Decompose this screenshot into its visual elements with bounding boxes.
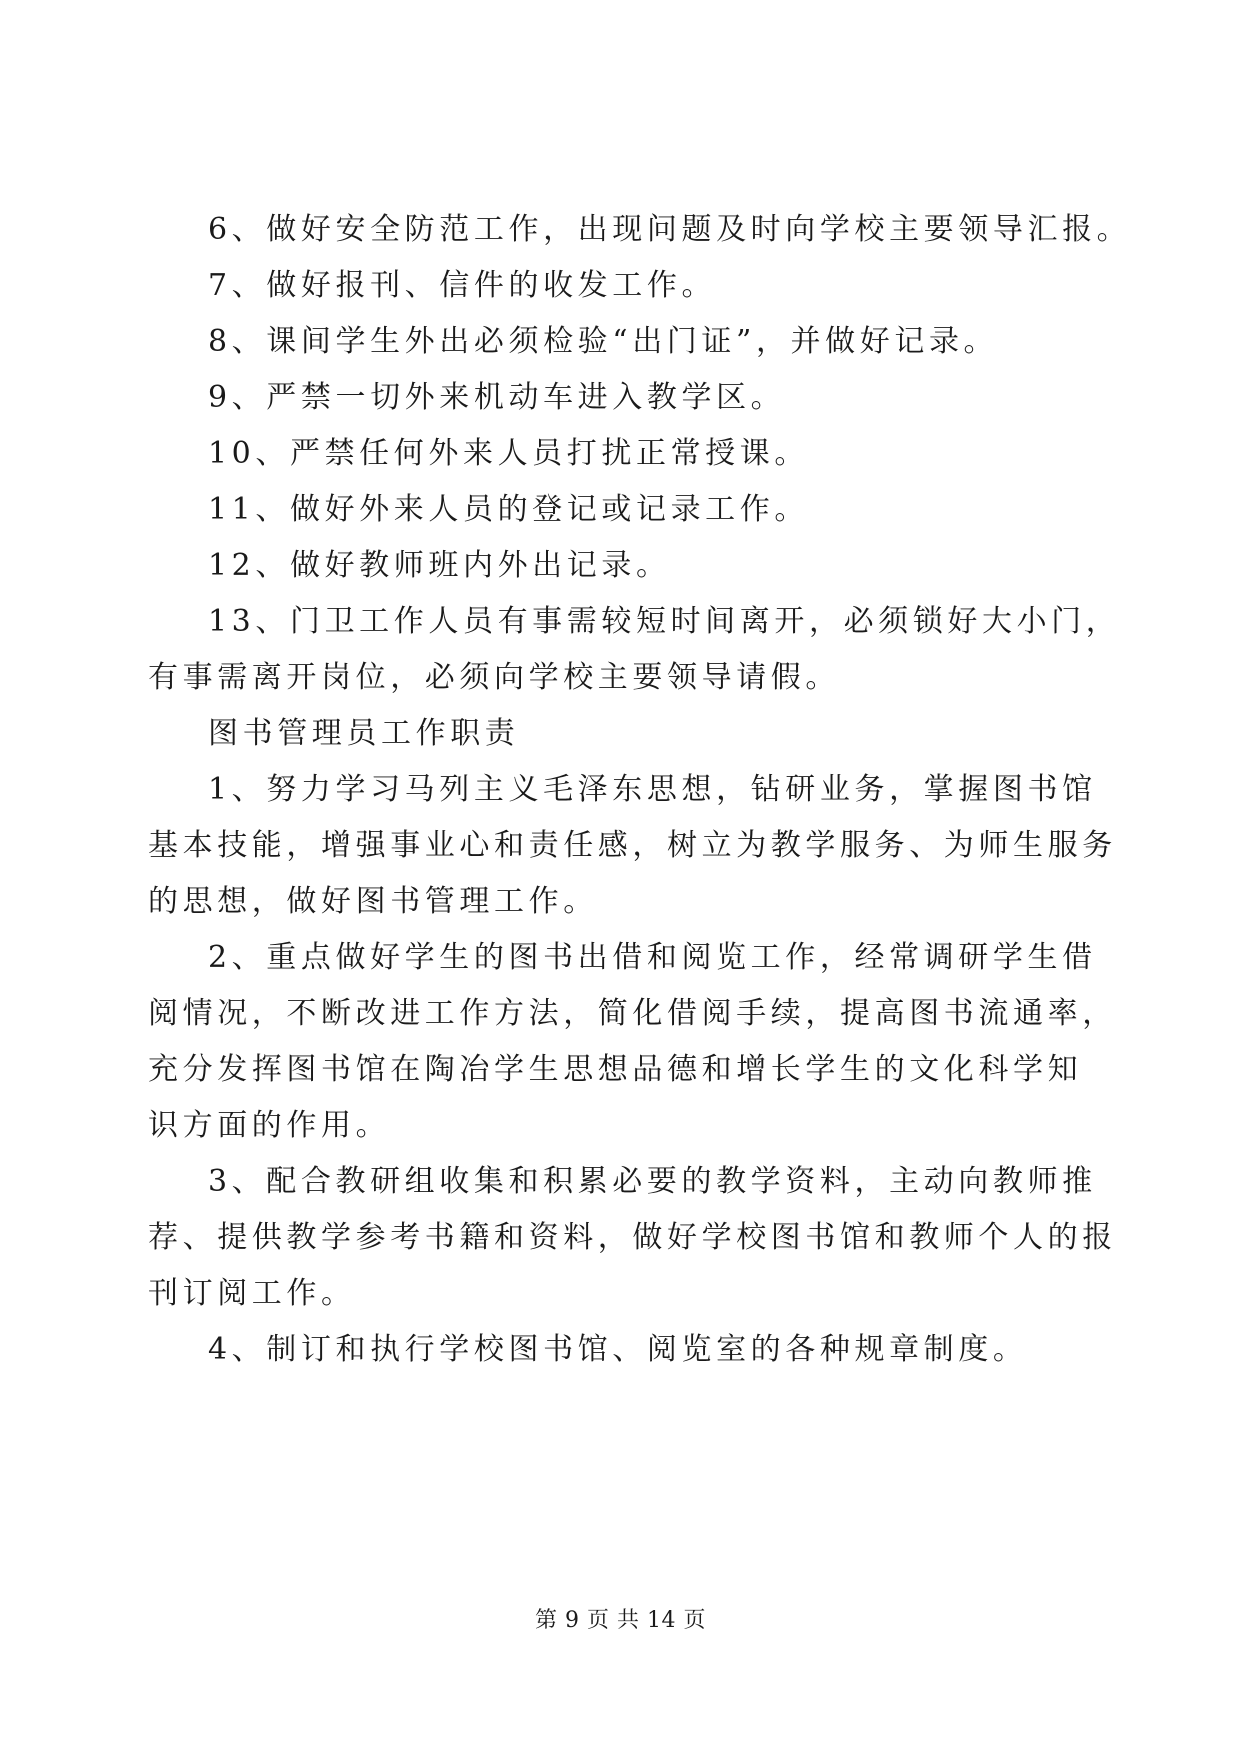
text-line: 识方面的作用。 bbox=[148, 1108, 391, 1143]
page-number-footer: 第 9 页 共 14 页 bbox=[535, 1608, 706, 1633]
text-line: 4、制订和执行学校图书馆、阅览室的各种规章制度。 bbox=[208, 1332, 1028, 1367]
text-line: 12、做好教师班内外出记录。 bbox=[208, 548, 671, 583]
text-line: 2、重点做好学生的图书出借和阅览工作，经常调研学生借 bbox=[208, 940, 1097, 975]
text-line: 13、门卫工作人员有事需较短时间离开，必须锁好大小门， bbox=[208, 604, 1121, 639]
text-line: 7、做好报刊、信件的收发工作。 bbox=[208, 268, 717, 303]
text-line: 8、课间学生外出必须检验“出门证”，并做好记录。 bbox=[208, 324, 999, 359]
section-heading: 图书管理员工作职责 bbox=[208, 716, 520, 751]
text-line: 1、努力学习马列主义毛泽东思想，钻研业务，掌握图书馆 bbox=[208, 772, 1097, 807]
text-line: 3、配合教研组收集和积累必要的教学资料，主动向教师推 bbox=[208, 1164, 1097, 1199]
text-line: 充分发挥图书馆在陶冶学生思想品德和增长学生的文化科学知 bbox=[148, 1052, 1083, 1087]
text-line: 有事需离开岗位，必须向学校主要领导请假。 bbox=[148, 660, 840, 695]
text-line: 10、严禁任何外来人员打扰正常授课。 bbox=[208, 436, 809, 471]
text-line: 基本技能，增强事业心和责任感，树立为教学服务、为师生服务 bbox=[148, 828, 1117, 863]
text-line: 荐、提供教学参考书籍和资料，做好学校图书馆和教师个人的报 bbox=[148, 1220, 1117, 1255]
text-line: 6、做好安全防范工作，出现问题及时向学校主要领导汇报。 bbox=[208, 212, 1132, 247]
text-line: 11、做好外来人员的登记或记录工作。 bbox=[208, 492, 809, 527]
text-line: 9、严禁一切外来机动车进入教学区。 bbox=[208, 380, 786, 415]
text-line: 阅情况，不断改进工作方法，简化借阅手续，提高图书流通率， bbox=[148, 996, 1117, 1031]
text-line: 的思想，做好图书管理工作。 bbox=[148, 884, 598, 919]
text-line: 刊订阅工作。 bbox=[148, 1276, 356, 1311]
